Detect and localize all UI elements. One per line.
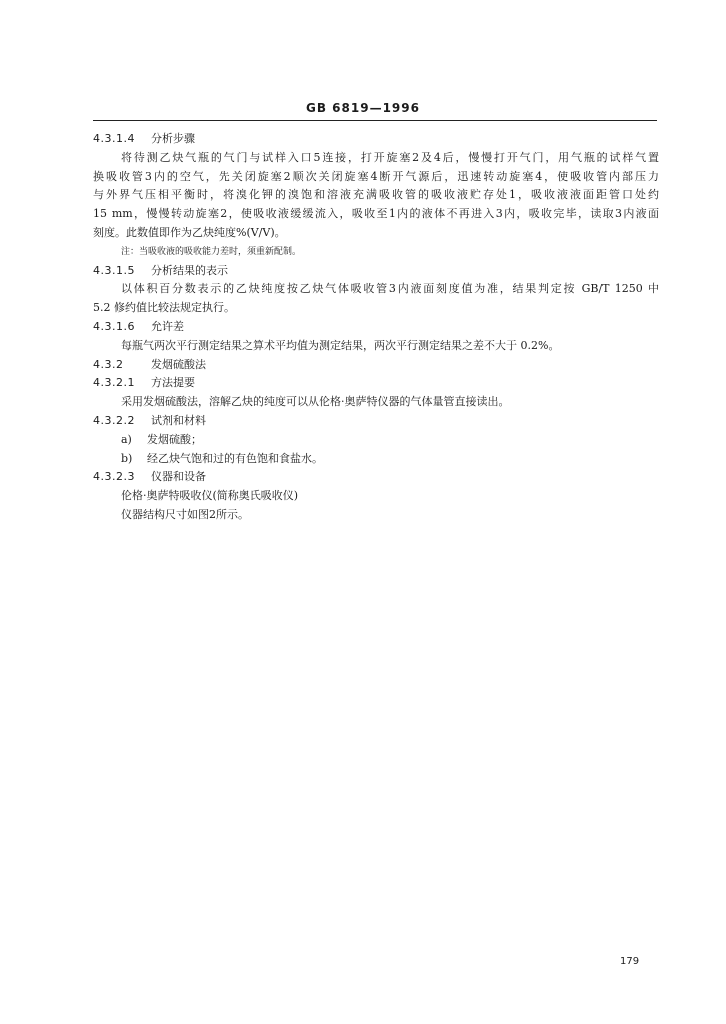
header-rule xyxy=(93,120,657,121)
page-number: 179 xyxy=(620,956,640,967)
section-title: 试剂和材料 xyxy=(151,413,206,427)
paragraph-line: 采用发烟硫酸法，溶解乙炔的纯度可以从伦格·奥萨特仪器的气体量管直接读出。 xyxy=(121,395,510,409)
paragraph-line: 5.2 修约值比较法规定执行。 xyxy=(93,301,235,315)
list-item xyxy=(93,450,659,469)
paragraph-line: 15 mm，慢慢转动旋塞2，使吸收液缓缓流入，吸收至1内的液体不再进入3内，吸收完毕，读取3内液面 xyxy=(93,207,659,221)
paragraph-line: 刻度。此数值即作为乙炔纯度%(V/V)。 xyxy=(93,225,286,239)
section-heading xyxy=(93,318,659,337)
section-title: 方法提要 xyxy=(151,376,195,390)
standard-code: GB 6819—1996 xyxy=(306,101,420,115)
list-item-text: 经乙炔气饱和过的有色饱和食盐水。 xyxy=(147,451,323,465)
section-number: 4.3.2.3 xyxy=(93,470,135,484)
section-number: 4.3.1.4 xyxy=(93,132,135,145)
section-title: 分析结果的表示 xyxy=(151,263,228,277)
section-number: 4.3.1.6 xyxy=(93,319,135,333)
section-title: 允许差 xyxy=(151,319,184,333)
section-number: 4.3.2.2 xyxy=(93,413,135,427)
section-title: 分析步骤 xyxy=(151,132,195,145)
paragraph-line: 换吸收管3内的空气，先关闭旋塞2顺次关闭旋塞4断开气源后，迅速转动旋塞4，使吸收管内部压力 xyxy=(93,169,659,183)
paragraph-line: 与外界气压相平衡时，将溴化钾的溴饱和溶液充满吸收管的吸收液贮存处1，吸收液液面距管口处约 xyxy=(93,188,659,202)
section-title: 仪器和设备 xyxy=(151,470,206,484)
paragraph-line: 每瓶气两次平行测定结果之算术平均值为测定结果，两次平行测定结果之差不大于 0.2%。 xyxy=(121,338,560,352)
section-heading xyxy=(93,412,659,431)
paragraph-line: 伦格·奥萨特吸收仪(简称奥氏吸收仪) xyxy=(121,489,299,503)
section-number: 4.3.2.1 xyxy=(93,376,135,390)
paragraph-line: 将待测乙炔气瓶的气门与试样入口5连接，打开旋塞2及4后，慢慢打开气门，用气瓶的试样气置 xyxy=(121,150,659,164)
section-heading xyxy=(93,130,659,149)
section-heading xyxy=(93,468,659,487)
document-body xyxy=(93,130,659,525)
section-heading xyxy=(93,356,659,375)
list-item-marker: b) xyxy=(121,451,133,465)
list-item xyxy=(93,431,659,450)
paragraph-line: 仪器结构尺寸如图2所示。 xyxy=(121,507,249,521)
list-item-marker: a) xyxy=(121,432,132,446)
section-number: 4.3.1.5 xyxy=(93,263,135,277)
note-text: 注：当吸收液的吸收能力差时，须重新配制。 xyxy=(121,246,302,257)
section-heading xyxy=(93,262,659,281)
paragraph-line: 以体积百分数表示的乙炔纯度按乙炔气体吸收管3内液面刻度值为准，结果判定按 GB/T 1250 中 xyxy=(121,282,659,296)
section-number: 4.3.2 xyxy=(93,357,124,371)
list-item-text: 发烟硫酸； xyxy=(147,432,202,446)
section-heading xyxy=(93,374,659,393)
section-title: 发烟硫酸法 xyxy=(151,357,206,371)
